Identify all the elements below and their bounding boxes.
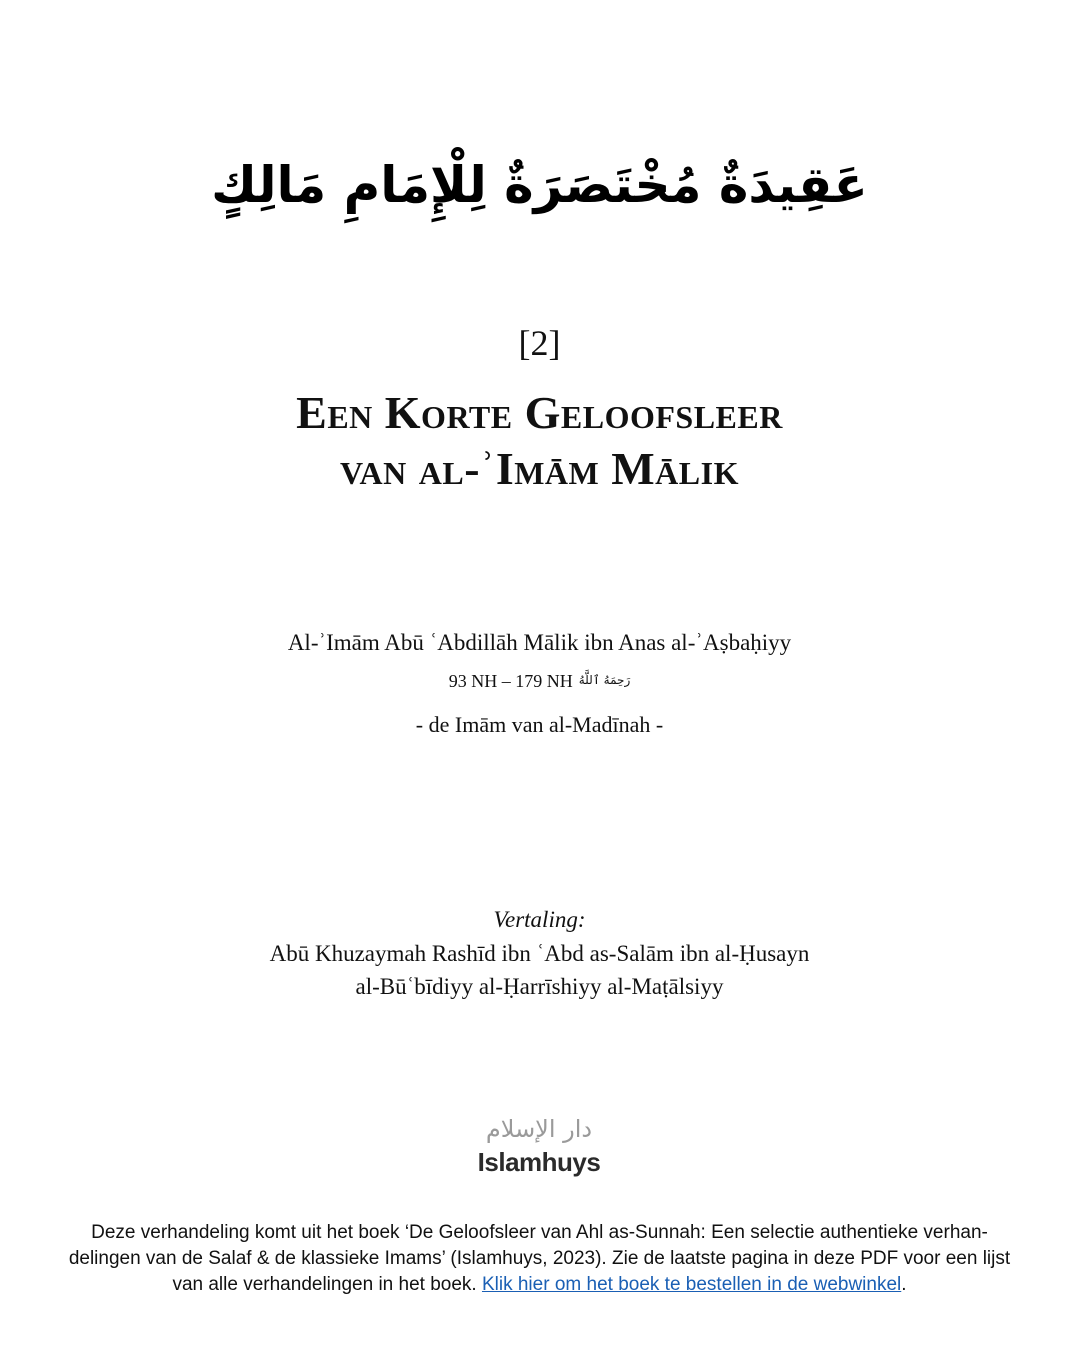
translator-line-2: al-Būʿbīdiyy al-Ḥarrīshiyy al-Maṭālsiyy [355, 974, 724, 999]
publisher-logo-name: Islamhuys [477, 1147, 601, 1177]
honorific: رَحِمَهُ ٱللَّهُ [578, 673, 631, 687]
footer-suffix: . [901, 1274, 907, 1295]
arabic-title: عَقِيدَةٌ مُخْتَصَرَةٌ لِلْإِمَامِ مَالِكٍ [211, 156, 868, 214]
author-subtitle: - de Imām van al-Madīnah - [415, 712, 664, 737]
treatise-number: [2] [518, 323, 561, 363]
main-title-line-2: van al-ʾImām Mālik [340, 443, 739, 494]
footer-text: Deze verhandeling komt uit het boek ‘De Geloofsleer van Ahl as-Sunnah: Een selectie authentieke verhan-delingen van de Salaf & de klassieke Imams’ (Islamhuys, 2023). Zie de laatste pagina in deze PDF voor een lijst van alle verhandelingen in het boek. [68, 1222, 1011, 1295]
publisher-logo [439, 1112, 639, 1192]
translator-line-1: Abū Khuzaymah Rashīd ibn ʿAbd as-Salām ibn al-Ḥusayn [269, 941, 810, 966]
main-title [0, 385, 1079, 497]
publisher-logo-arabic: دار الإسلام [485, 1115, 593, 1143]
author-dates-line [0, 667, 1079, 694]
translation-label: Vertaling: [493, 907, 586, 932]
author-dates: 93 NH – 179 NH [448, 671, 573, 691]
translator [0, 937, 1079, 1003]
footer-note [60, 1220, 1019, 1298]
author-name: Al-ʾImām Abū ʿAbdillāh Mālik ibn Anas al-ʾAṣbaḥiyy [287, 630, 792, 655]
main-title-line-1: Een Korte Geloofsleer [296, 387, 783, 438]
order-book-link[interactable]: Klik hier om het boek te bestellen in de webwinkel [481, 1274, 902, 1295]
